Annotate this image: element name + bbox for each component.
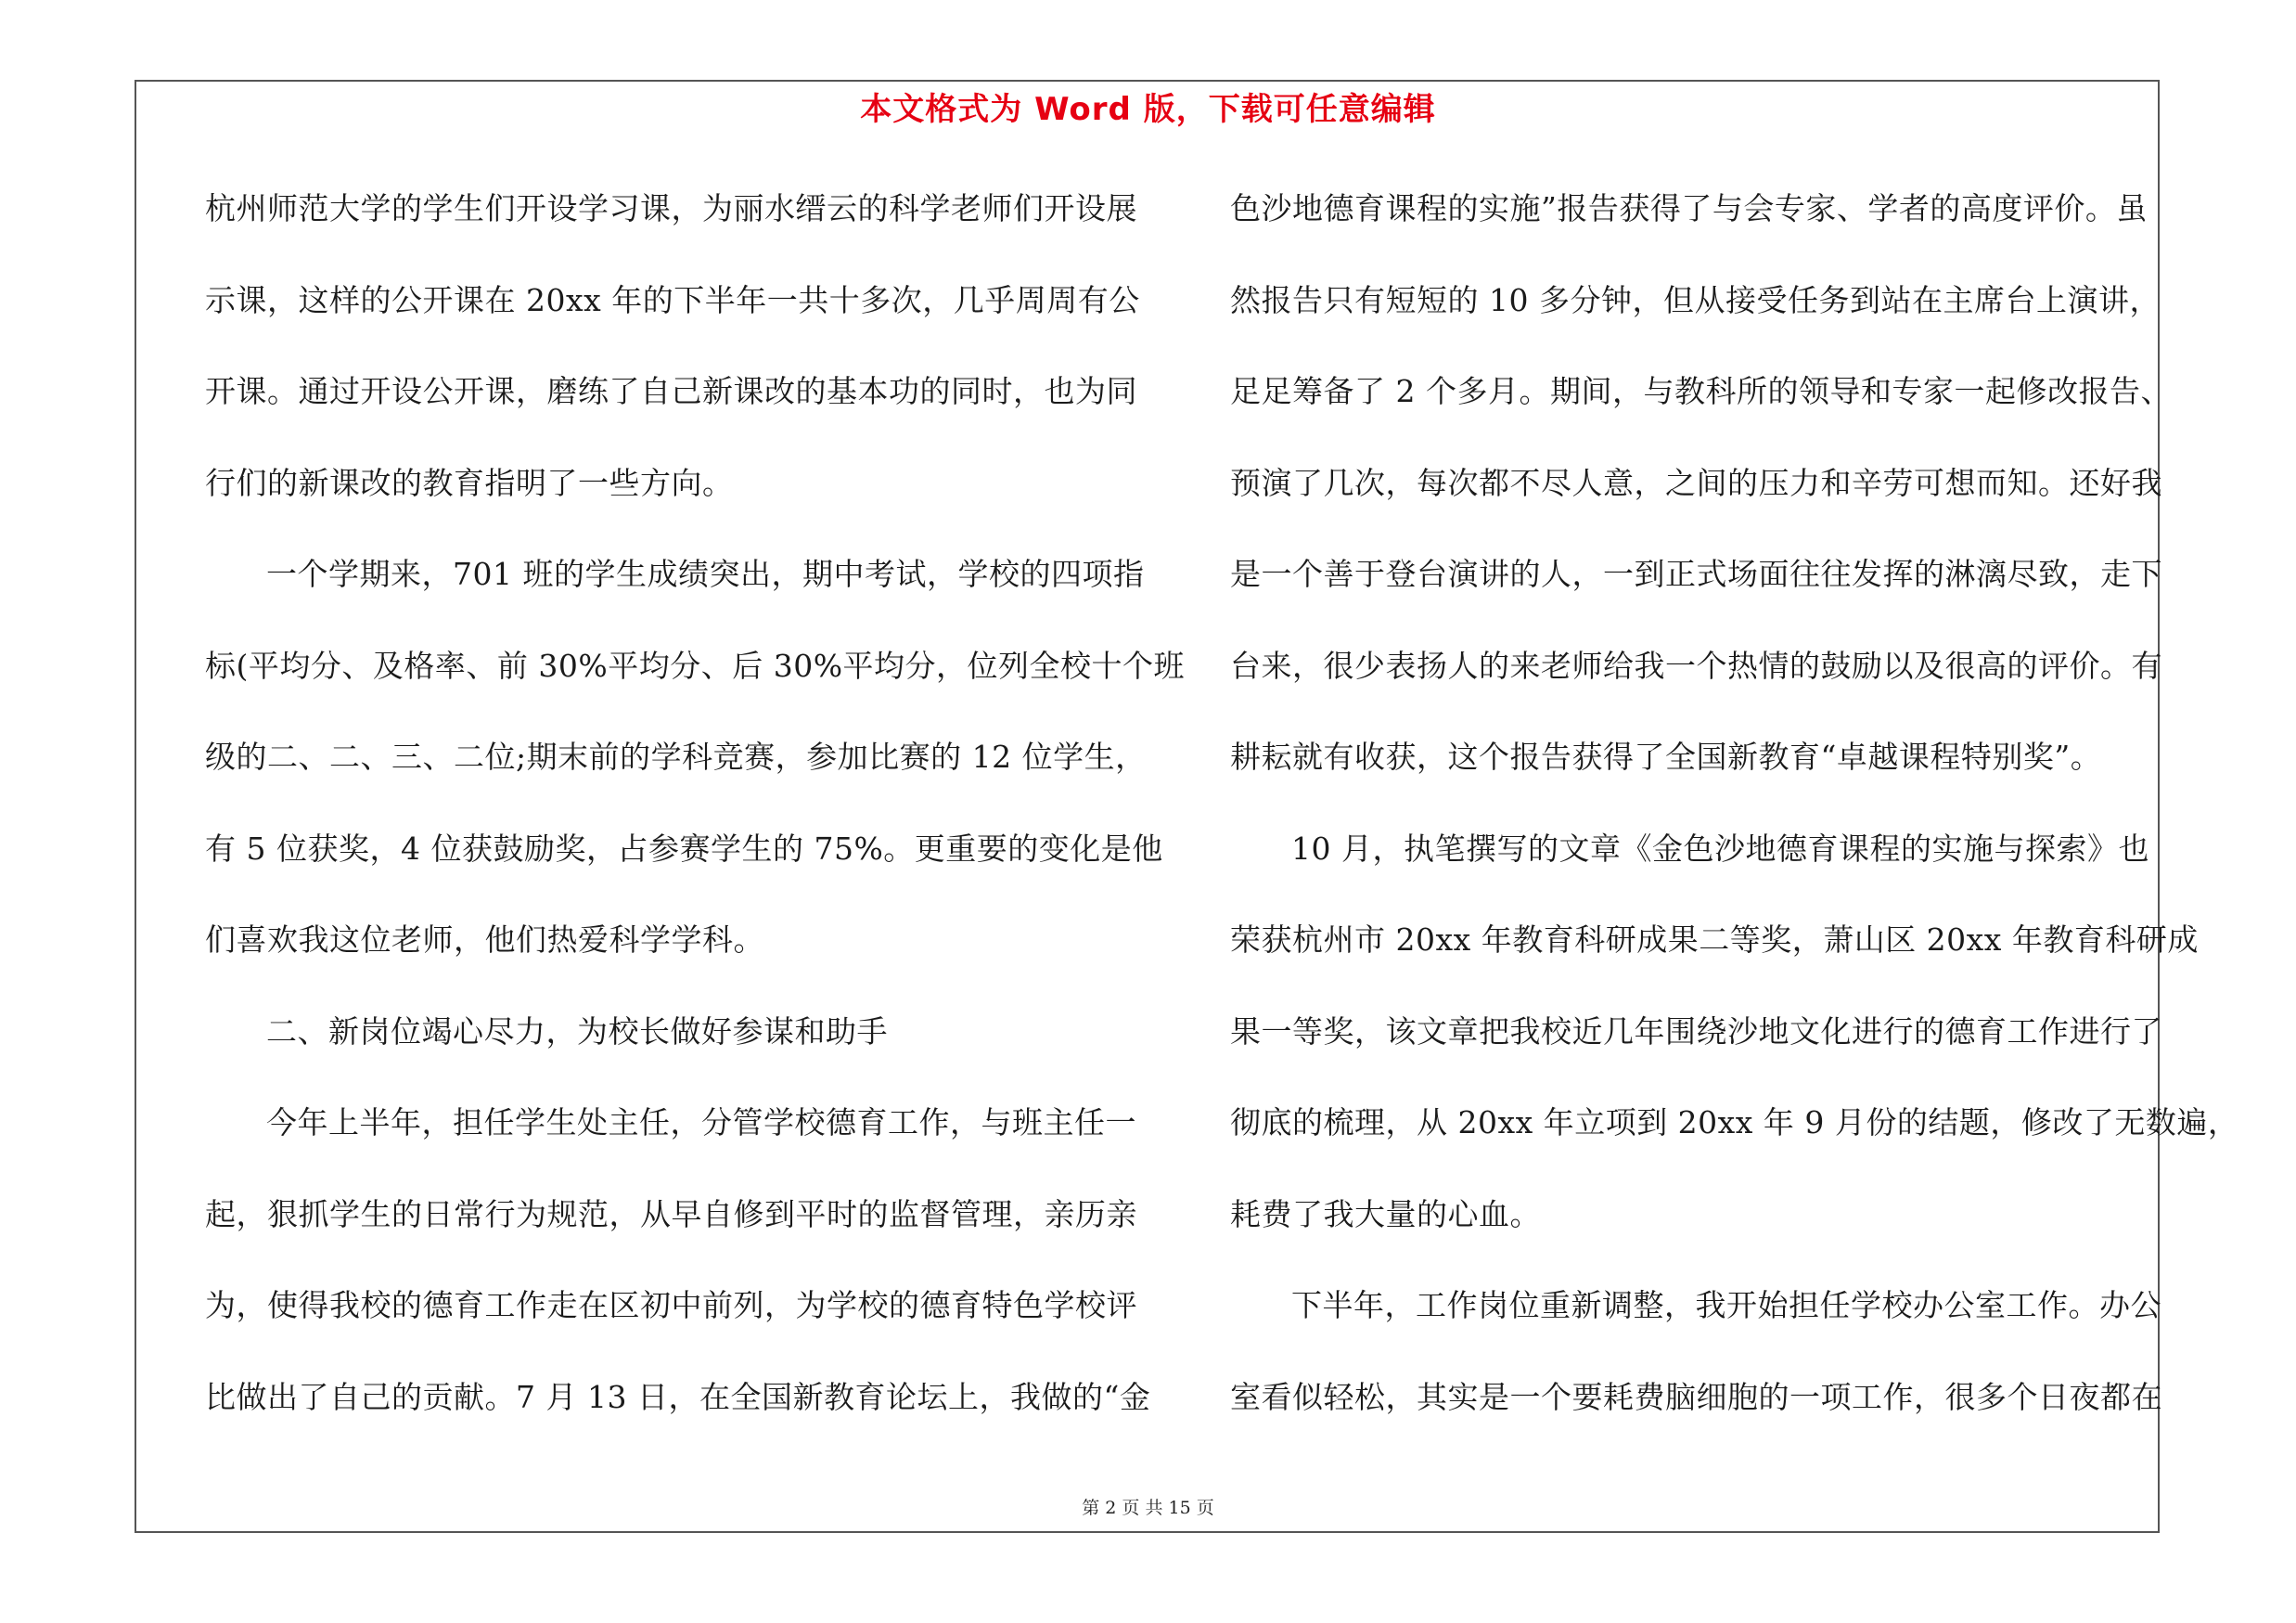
page-number-footer: 第 2 页 共 15 页 xyxy=(1082,1498,1214,1518)
paragraph-line: 有 5 位获奖，4 位获鼓励奖，占参赛学生的 75%。更重要的变化是他 xyxy=(205,830,1163,867)
paragraph-line: 果一等奖，该文章把我校近几年围绕沙地文化进行的德育工作进行了 xyxy=(1230,1012,2162,1050)
paragraph-line: 一个学期来，701 班的学生成绩突出，期中考试，学校的四项指 xyxy=(266,556,1145,592)
paragraph-line: 为，使得我校的德育工作走在区初中前列，为学校的德育特色学校评 xyxy=(205,1287,1137,1323)
paragraph-line: 10 月，执笔撰写的文章《金色沙地德育课程的实施与探索》也 xyxy=(1291,830,2149,867)
paragraph-line: 开课。通过开设公开课，磨练了自己新课改的基本功的同时，也为同 xyxy=(205,373,1137,409)
paragraph-line: 耕耘就有收获，这个报告获得了全国新教育“卓越课程特别奖”。 xyxy=(1230,739,2102,775)
right-text-column xyxy=(1230,163,2239,1443)
paragraph-line: 足足筹备了 2 个多月。期间，与教科所的领导和专家一起修改报告、 xyxy=(1230,373,2172,409)
paragraph-line: 色沙地德育课程的实施”报告获得了与会专家、学者的高度评价。虽 xyxy=(1230,190,2148,226)
paragraph-line: 今年上半年，担任学生处主任，分管学校德育工作，与班主任一 xyxy=(266,1104,1136,1140)
paragraph-line: 下半年，工作岗位重新调整，我开始担任学校办公室工作。办公 xyxy=(1291,1287,2161,1323)
paragraph-line: 台来，很少表扬人的来老师给我一个热情的鼓励以及很高的评价。有 xyxy=(1230,647,2162,684)
paragraph-line: 杭州师范大学的学生们开设学习课，为丽水缙云的科学老师们开设展 xyxy=(205,190,1137,226)
paragraph-line: 是一个善于登台演讲的人，一到正式场面往往发挥的淋漓尽致，走下 xyxy=(1230,556,2162,592)
paragraph-line: 荣获杭州市 20xx 年教育科研成果二等奖，萧山区 20xx 年教育科研成 xyxy=(1230,921,2199,958)
paragraph-line: 级的二、二、三、二位;期末前的学科竞赛，参加比赛的 12 位学生， xyxy=(205,739,1147,775)
paragraph-line: 彻底的梳理，从 20xx 年立项到 20xx 年 9 月份的结题，修改了无数遍， xyxy=(1230,1104,2239,1140)
paragraph-line: 标(平均分、及格率、前 30%平均分、后 30%平均分，位列全校十个班 xyxy=(205,647,1186,684)
paragraph-line: 行们的新课改的教育指明了一些方向。 xyxy=(205,464,734,501)
paragraph-line: 然报告只有短短的 10 多分钟，但从接受任务到站在主席台上演讲， xyxy=(1230,281,2161,318)
paragraph-line: 起，狠抓学生的日常行为规范，从早自修到平时的监督管理，亲历亲 xyxy=(205,1195,1137,1232)
paragraph-line: 预演了几次，每次都不尽人意，之间的压力和辛劳可想而知。还好我 xyxy=(1230,464,2162,501)
left-text-column xyxy=(205,163,1186,1443)
paragraph-line: 们喜欢我这位老师，他们热爱科学学科。 xyxy=(205,921,764,958)
paragraph-line: 比做出了自己的贡献。7 月 13 日，在全国新教育论坛上，我做的“金 xyxy=(205,1378,1151,1415)
paragraph-line: 室看似轻松，其实是一个要耗费脑细胞的一项工作，很多个日夜都在 xyxy=(1230,1378,2162,1415)
format-notice-banner: 本文格式为 Word 版，下载可任意编辑 xyxy=(860,91,1436,128)
paragraph-line: 示课，这样的公开课在 20xx 年的下半年一共十多次，几乎周周有公 xyxy=(205,281,1140,318)
section-heading: 二、新岗位竭心尽力，为校长做好参谋和助手 xyxy=(266,1012,888,1050)
paragraph-line: 耗费了我大量的心血。 xyxy=(1230,1195,1541,1232)
